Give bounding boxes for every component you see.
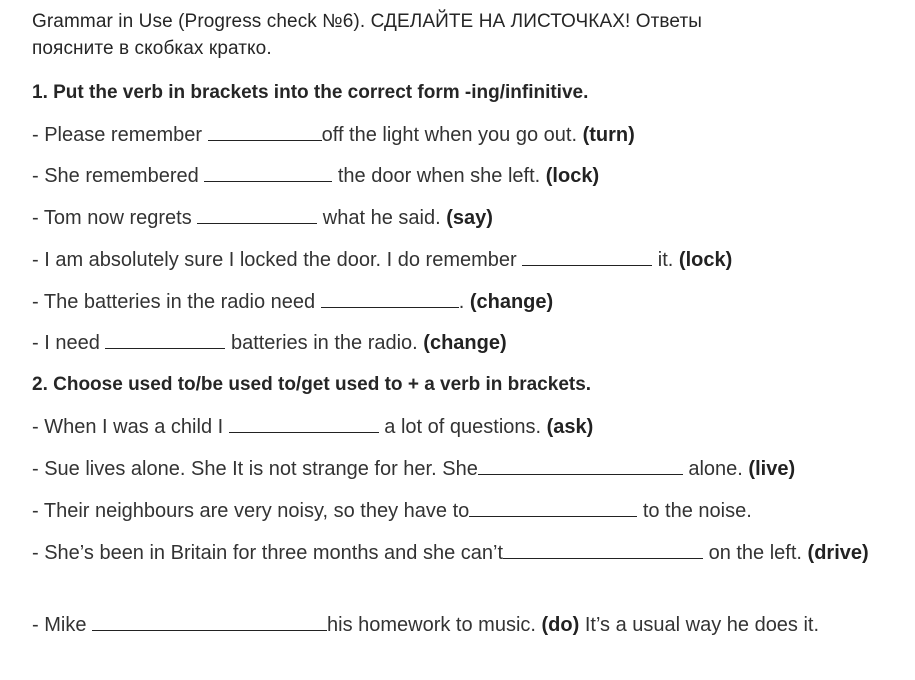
- exercise-2-item-5: - Mike his homework to music. (do) It’s a usual way he does it.: [32, 614, 820, 636]
- exercise-1-item-5: - The batteries in the radio need . (change): [32, 291, 554, 313]
- exercise-1-item-4: - I am absolutely sure I locked the door. I do remember it. (lock): [32, 249, 733, 271]
- exercise-1-item-6: - I need batteries in the radio. (change): [32, 332, 507, 354]
- worksheet: [32, 8, 902, 636]
- answer-blank[interactable]: [105, 334, 225, 349]
- answer-blank[interactable]: [478, 460, 683, 475]
- answer-blank[interactable]: [469, 502, 637, 517]
- exercise-1-item-1: - Please remember off the light when you go out. (turn): [32, 124, 635, 146]
- worksheet-title-line-1: Grammar in Use (Progress check №6). СДЕЛАЙТЕ НА ЛИСТОЧКАХ! Ответы: [32, 11, 703, 32]
- exercise-2-item-3: - Their neighbours are very noisy, so they have to to the noise.: [32, 500, 752, 522]
- section-2-heading: 2. Choose used to/be used to/get used to + a verb in brackets.: [32, 374, 592, 395]
- exercise-2-item-4: - She’s been in Britain for three months and she can’t on the left. (drive): [32, 542, 869, 564]
- answer-blank[interactable]: [204, 167, 332, 182]
- exercise-1-item-2: - She remembered the door when she left. (lock): [32, 165, 600, 187]
- answer-blank[interactable]: [229, 418, 379, 433]
- exercise-2-item-1: - When I was a child I a lot of questions. (ask): [32, 416, 594, 438]
- worksheet-title-line-2: поясните в скобках кратко.: [32, 38, 272, 59]
- answer-blank[interactable]: [92, 616, 327, 631]
- answer-blank[interactable]: [197, 209, 317, 224]
- section-1-heading: 1. Put the verb in brackets into the correct form -ing/infinitive.: [32, 82, 589, 103]
- exercise-2-item-2: - Sue lives alone. She It is not strange for her. She alone. (live): [32, 458, 796, 480]
- answer-blank[interactable]: [522, 251, 652, 266]
- answer-blank[interactable]: [208, 126, 322, 141]
- answer-blank[interactable]: [503, 544, 703, 559]
- exercise-1-item-3: - Tom now regrets what he said. (say): [32, 207, 493, 229]
- answer-blank[interactable]: [321, 293, 459, 308]
